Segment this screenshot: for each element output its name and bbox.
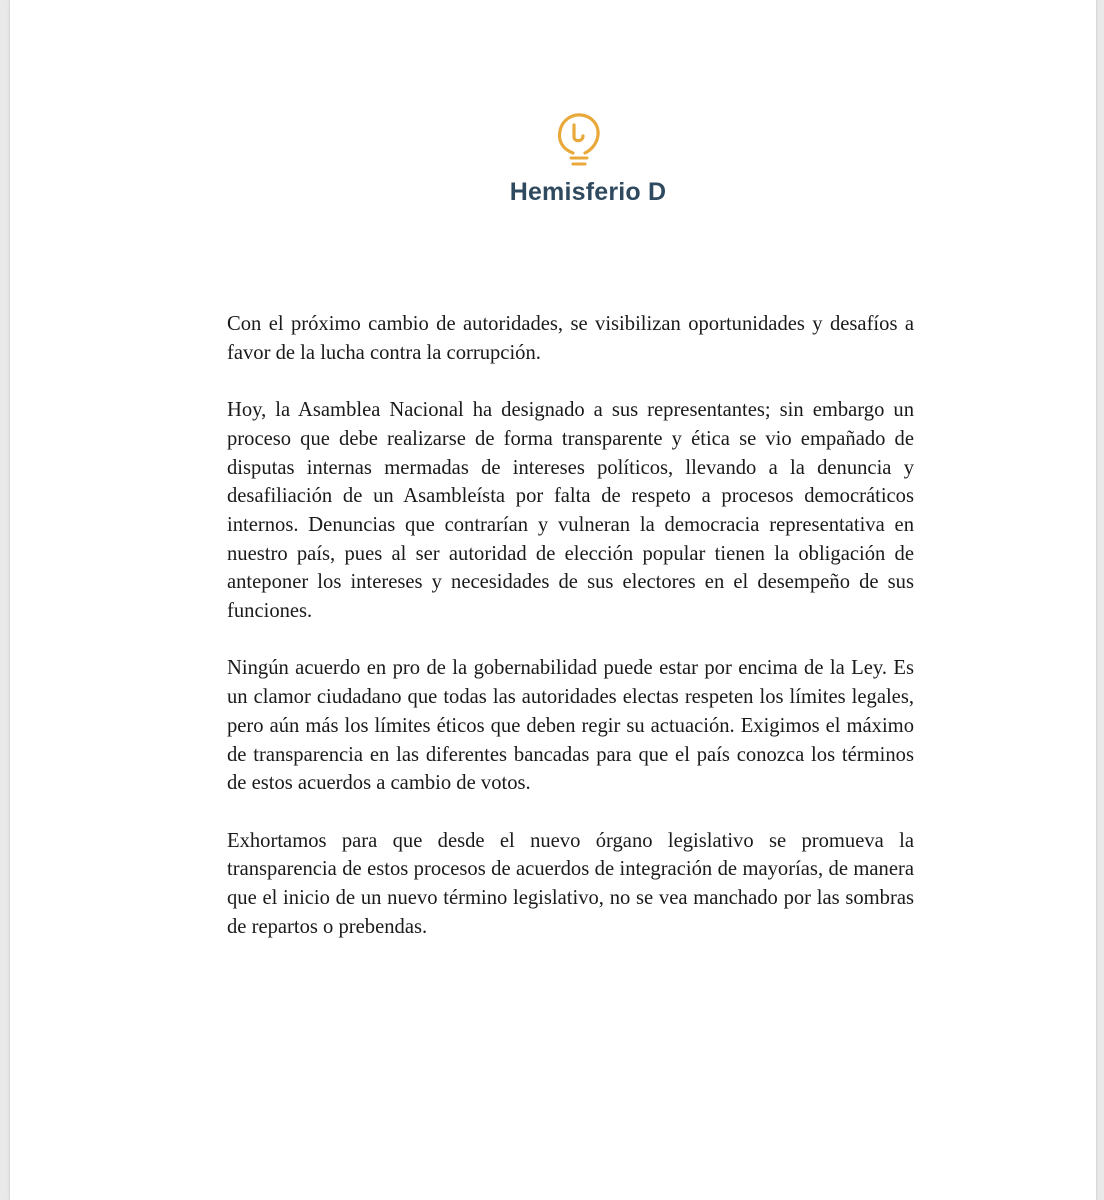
lightbulb-icon [552, 110, 604, 172]
logo [10, 110, 1096, 172]
document-page [10, 0, 1096, 1200]
paragraph-4: Exhortamos para que desde el nuevo órgano legislativo se promueva la transparencia de estos procesos de acuerdos de integración de mayorías, de manera que el inicio de un nuevo término legislativo, no se vea manchado por las sombras de repartos o prebendas. [227, 829, 914, 938]
letter-body [227, 310, 914, 970]
paragraph-1: Con el próximo cambio de autoridades, se visibilizan oportunidades y desafíos a favor de la lucha contra la corrupción. [227, 313, 914, 364]
paragraph-2: Hoy, la Asamblea Nacional ha designado a sus representantes; sin embargo un proceso que debe realizarse de forma transparente y ética se vio empañado de disputas internas mermadas de intereses políticos, llevando a la denuncia y desafiliación de un Asambleísta por falta de respeto a procesos democráticos internos. Denuncias que contrarían y vulneran la democracia representativa en nuestro país, pues al ser autoridad de elección popular tienen la obligación de anteponer los intereses y necesidades de sus electores en el desempeño de sus funciones. [227, 399, 914, 623]
paragraph-3: Ningún acuerdo en pro de la gobernabilidad puede estar por encima de la Ley. Es un clamor ciudadano que todas las autoridades electas respeten los límites legales, pero aún más los límites éticos que deben regir su actuación. Exigimos el máximo de transparencia en las diferentes bancadas para que el país conozca los términos de estos acuerdos a cambio de votos. [227, 657, 914, 795]
brand-name: Hemisferio D [509, 178, 667, 206]
